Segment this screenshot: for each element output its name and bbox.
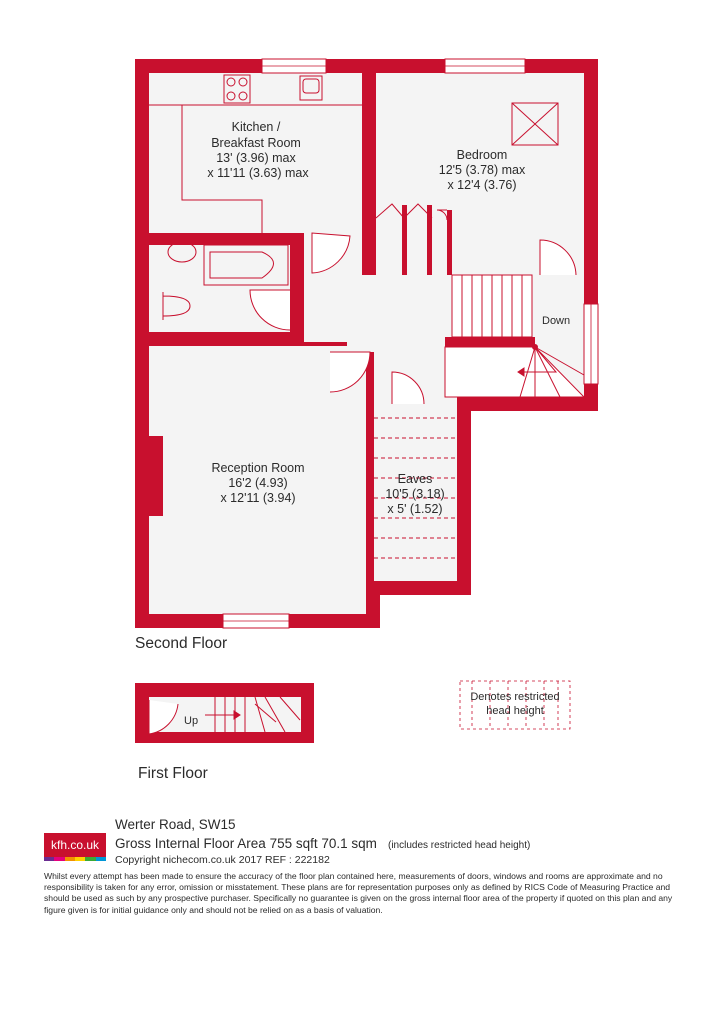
kitchen-label-4: x 11'11 (3.63) max (207, 166, 309, 180)
stairs-up-label: Up (184, 715, 199, 727)
reception-label-1: Reception Room (211, 461, 305, 475)
disclaimer: Whilst every attempt has been made to ensure the accuracy of the floor plan contained here, measurements of doors, windows and rooms are approximate and no responsibility is taken for any error, omission or misstatement. These plans are for representation purposes only as defined by RICS Code of Measuring Practice and should be used as such by any prospective purchaser. Specifically no guarantee is given on the gross internal floor area of the property if quoted on this plan and any figure given is for initial guidance only and should not be relied on as a basis of valuation. (44, 871, 673, 915)
wardrobe-wall-1 (402, 205, 407, 275)
first-floor-title: First Floor (138, 765, 208, 782)
reception-label-2: 16'2 (4.93) (228, 476, 288, 490)
chimney-breast (149, 436, 163, 516)
second-floor-plan (135, 59, 598, 652)
kitchen-label-1: Kitchen / (231, 120, 281, 134)
bedroom-label-2: 12'5 (3.78) max (438, 163, 526, 177)
stairs-down-label: Down (542, 315, 571, 327)
legend-text-1: Denotes restricted (470, 691, 560, 703)
legend-text-2: head height (486, 705, 544, 717)
restricted-height-legend (460, 681, 570, 729)
kitchen-label-2: Breakfast Room (211, 136, 301, 150)
kfh-logo[interactable] (44, 833, 106, 861)
property-address: Werter Road, SW15 (115, 817, 236, 832)
logo-color-stripe (44, 857, 106, 861)
kitchen-label-3: 13' (3.96) max (216, 151, 296, 165)
floor-area-note: (includes restricted head height) (388, 840, 531, 851)
eaves-label-1: Eaves (397, 472, 433, 486)
bedroom-label-3: x 12'4 (3.76) (447, 178, 517, 192)
eaves-label-3: x 5' (1.52) (387, 502, 443, 516)
reception-label-3: x 12'11 (3.94) (220, 491, 296, 505)
first-floor-plan (135, 683, 314, 782)
wardrobe-wall-2 (427, 205, 432, 275)
bedroom-label-1: Bedroom (456, 148, 508, 162)
eaves-label-2: 10'5 (3.18) (385, 487, 445, 501)
logo-text: kfh.co.uk (50, 838, 100, 852)
copyright-text: Copyright nichecom.co.uk 2017 REF : 222182 (115, 854, 330, 866)
floor-area: Gross Internal Floor Area 755 sqft 70.1 sqm (115, 836, 377, 851)
second-floor-title: Second Floor (135, 635, 228, 652)
wardrobe-wall-3 (447, 210, 452, 275)
